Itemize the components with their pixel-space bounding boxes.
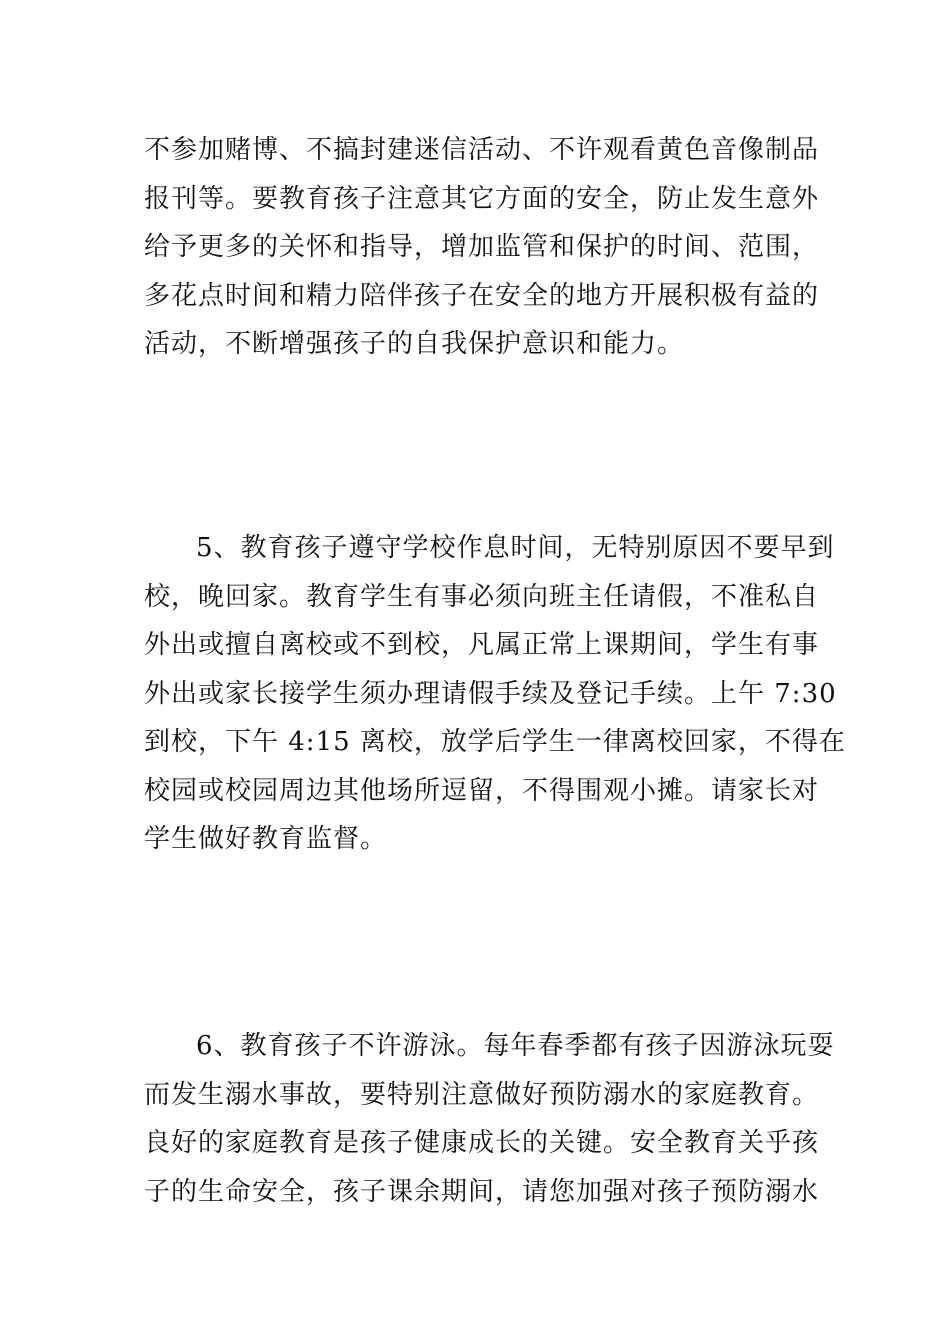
text-line: 外出或擅自离校或不到校，凡属正常上课期间，学生有事 bbox=[144, 630, 820, 660]
paragraph-item-5-schedule bbox=[144, 524, 846, 864]
text-line: 给予更多的关怀和指导，增加监管和保护的时间、范围， bbox=[144, 232, 820, 262]
text-line: 学生做好教育监督。 bbox=[144, 824, 388, 854]
text-line: 子的生命安全，孩子课余期间，请您加强对孩子预防溺水 bbox=[144, 1176, 820, 1207]
text-line: 外出或家长接学生须办理请假手续及登记手续。上午 7:30 bbox=[144, 678, 837, 709]
text-line: 活动，不断增强孩子的自我保护意识和能力。 bbox=[144, 329, 685, 359]
paragraph-item-6-swimming bbox=[144, 1022, 835, 1216]
text-line: 而发生溺水事故，要特别注意做好预防溺水的家庭教育。 bbox=[144, 1079, 820, 1110]
text-line: 不参加赌博、不搞封建迷信活动、不许观看黄色音像制品 bbox=[144, 135, 820, 165]
text-line: 报刊等。要教育孩子注意其它方面的安全，防止发生意外 bbox=[144, 183, 820, 214]
text-line: 多花点时间和精力陪伴孩子在安全的地方开展积极有益的 bbox=[144, 280, 820, 311]
text-line: 5、教育孩子遵守学校作息时间，无特别原因不要早到 bbox=[196, 533, 835, 563]
text-line: 良好的家庭教育是孩子健康成长的关键。安全教育关乎孩 bbox=[144, 1128, 820, 1158]
paragraph-safety-continued bbox=[144, 126, 820, 369]
text-line: 到校，下午 4:15 离校，放学后学生一律离校回家，不得在 bbox=[144, 727, 846, 757]
text-line: 校，晚回家。教育学生有事必须向班主任请假，不准私自 bbox=[144, 581, 820, 612]
text-line: 6、教育孩子不许游泳。每年春季都有孩子因游泳玩耍 bbox=[196, 1031, 835, 1061]
text-line: 校园或校园周边其他场所逗留，不得围观小摊。请家长对 bbox=[144, 775, 820, 806]
